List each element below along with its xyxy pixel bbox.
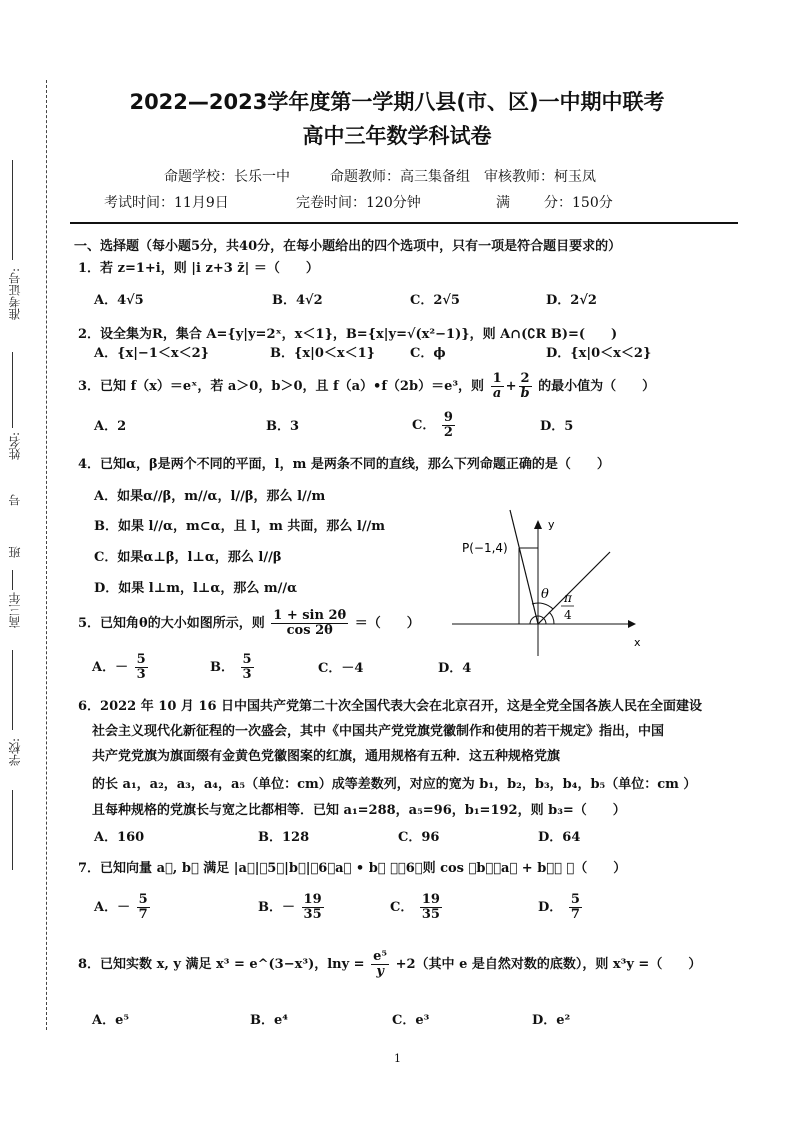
q5-frac xyxy=(271,609,348,638)
q5-option-c: C．－4 xyxy=(318,661,364,676)
q5-option-b-num: 5 xyxy=(242,652,252,667)
q3-option-d: D．5 xyxy=(540,419,574,434)
school-label: 学校: xyxy=(8,738,22,767)
q8-frac-den: y xyxy=(376,964,384,979)
q5-option-b-den: 3 xyxy=(242,667,252,682)
x-axis-arrow xyxy=(628,620,636,628)
q2-stem: 2．设全集为R，集合 A={y|y=2ˣ，x＜1}，B={x|y=√(x²−1)}，则 A∩(∁R B)=( ) xyxy=(78,327,618,342)
q7-option-d-num: 5 xyxy=(570,892,580,907)
q5-option-b-label: B． xyxy=(210,660,234,675)
q5-option-a-num: 5 xyxy=(136,652,146,667)
angle-den: 4 xyxy=(564,608,572,622)
q7-option-c-frac xyxy=(420,893,442,922)
q8-option-d: D．e² xyxy=(532,1013,571,1028)
q5-stem-pre: 5．已知角θ的大小如图所示，则 xyxy=(78,616,265,631)
section-heading: 一、选择题（每小题5分，共40分，在每小题给出的四个选项中，只有一项是符合题目要求的） xyxy=(74,239,622,254)
q3-frac1-den: a xyxy=(492,386,502,401)
q8-option-c: C．e³ xyxy=(392,1013,430,1028)
q7-option-d-label: D． xyxy=(538,900,563,915)
theta-arc xyxy=(532,603,553,609)
q8-option-a: A．e⁵ xyxy=(92,1013,130,1028)
q6-option-b: B．128 xyxy=(258,830,310,845)
meta-teacher: 命题教师：高三集备组 xyxy=(330,169,470,185)
q5-option-a-den: 3 xyxy=(136,667,146,682)
binding-line xyxy=(46,80,47,1030)
q6-line4: 的长 a₁，a₂，a₃，a₄，a₅（单位：cm）成等差数列，对应的宽为 b₁，b₂，b₃，b₄，b₅（单位：cm ） xyxy=(92,777,697,792)
q3-option-c-den: 2 xyxy=(443,425,453,440)
q6-line5: 且每种规格的党旗长与宽之比都相等．已知 a₁=288，a₅=96，b₁=192，则 b₃=（ ） xyxy=(92,803,626,818)
q6-line3: 共产党党旗为旗面缀有金黄色党徽图案的红旗，通用规格有五种．这五种规格党旗 xyxy=(92,749,561,764)
q5-option-d: D．4 xyxy=(438,661,472,676)
q6-option-d: D．64 xyxy=(538,830,581,845)
header-rule xyxy=(70,222,738,224)
q3-frac1-num: 1 xyxy=(492,371,502,386)
q5-frac-num: 1 + sin 2θ xyxy=(273,608,347,623)
q3-option-c-frac xyxy=(442,411,455,440)
q5-stem xyxy=(78,608,420,640)
exam-subtitle: 高中三年数学科试卷 xyxy=(302,124,492,148)
q5-frac-den: cos 2θ xyxy=(286,623,333,638)
q8-stem-post: +2（其中 e 是自然对数的底数），则 x³y =（ ） xyxy=(395,957,702,972)
q4-option-c: C．如果α⊥β，l⊥α，那么 l//β xyxy=(94,550,282,565)
grade-blank xyxy=(12,650,13,730)
q7-option-d-den: 7 xyxy=(570,907,580,922)
meta-full-label: 满 xyxy=(496,195,510,211)
q3-stem-pre: 3．已知 f（x）＝eˣ，若 a＞0，b＞0，且 f（a）•f（2b）＝e³，则 xyxy=(78,379,485,394)
q7-option-c-den: 35 xyxy=(421,907,440,922)
q7-option-a-frac xyxy=(137,893,150,922)
q5-option-b-frac xyxy=(241,653,254,682)
q7-option-a-num: 5 xyxy=(138,892,148,907)
q7-option-b-frac xyxy=(302,893,324,922)
q7-option-d xyxy=(538,890,584,926)
q1-option-b: B．4√2 xyxy=(272,293,323,308)
q1-option-d: D．2√2 xyxy=(546,293,597,308)
q8-frac-num: e⁵ xyxy=(373,949,388,964)
q2-option-c: C．ϕ xyxy=(410,346,446,361)
q5-option-a-label: A．－ xyxy=(92,660,129,675)
q3-stem-post: 的最小值为（ ） xyxy=(538,379,656,394)
ray-op xyxy=(510,510,538,624)
q7-option-c xyxy=(390,890,444,926)
x-axis-label: x xyxy=(634,636,641,649)
point-p-label: P(−1,4) xyxy=(462,541,508,555)
q7-option-b xyxy=(258,890,326,926)
q2-option-b: B．{x|0＜x＜1} xyxy=(270,346,376,361)
q5-stem-post: ＝（ ） xyxy=(354,616,420,631)
q3-frac1 xyxy=(491,372,504,401)
q5-option-a xyxy=(92,650,150,686)
q6-option-c: C．96 xyxy=(398,830,440,845)
q3-plus: + xyxy=(505,379,517,394)
number-label: 号 xyxy=(8,494,22,506)
q7-option-c-num: 19 xyxy=(421,892,440,907)
q8-option-b: B．e⁴ xyxy=(250,1013,288,1028)
q3-option-c-label: C． xyxy=(412,418,436,433)
q5-option-b xyxy=(210,650,256,686)
meta-exam-time: 考试时间：11月9日 xyxy=(104,195,229,211)
theta-label: θ xyxy=(541,587,549,602)
q3-option-a: A．2 xyxy=(94,419,127,434)
q4-option-d: D．如果 l⊥m，l⊥α，那么 m//α xyxy=(94,581,298,596)
q7-option-b-den: 35 xyxy=(303,907,322,922)
y-axis-label: y xyxy=(548,518,555,531)
angle-figure xyxy=(440,508,650,658)
q7-option-a-den: 7 xyxy=(138,907,148,922)
page-number: 1 xyxy=(394,1052,401,1065)
q3-stem xyxy=(78,372,655,402)
q8-stem xyxy=(78,948,701,982)
q4-option-a: A．如果α//β，m//α，l//β，那么 l//m xyxy=(94,489,326,504)
pi4-arc xyxy=(549,612,554,624)
q8-stem-pre: 8．已知实数 x, y 满足 x³ = e^(3−x³)，lny = xyxy=(78,957,365,972)
exam-title: 2022—2023学年度第一学期八县(市、区)一中期中联考 xyxy=(129,90,665,114)
y-axis-arrow xyxy=(534,520,542,529)
q1-stem: 1．若 z=1+i，则 |i z+3 z̄| ＝（ ） xyxy=(78,261,319,276)
meta-duration: 完卷时间：120分钟 xyxy=(296,195,421,211)
q7-option-a-label: A．－ xyxy=(94,900,131,915)
meta-full-value: 分：150分 xyxy=(544,195,613,211)
q6-option-a: A．160 xyxy=(94,830,145,845)
q3-option-c-num: 9 xyxy=(443,410,453,425)
q2-option-a: A．{x|−1＜x＜2} xyxy=(94,346,210,361)
q4-option-b: B．如果 l//α，m⊂α，且 l，m 共面，那么 l//m xyxy=(94,519,386,534)
name-blank xyxy=(12,352,13,428)
q1-option-a: A．4√5 xyxy=(94,293,144,308)
q4-stem: 4．已知α，β是两个不同的平面，l，m 是两条不同的直线，那么下列命题正确的是（ ） xyxy=(78,457,610,472)
school-blank xyxy=(12,790,13,870)
q3-frac2 xyxy=(519,372,532,401)
q3-frac2-num: 2 xyxy=(519,372,532,387)
exam-id-blank xyxy=(12,160,13,260)
exam-id-label: 准考证号: xyxy=(8,268,22,321)
class-blank xyxy=(12,570,13,590)
name-label: 姓名: xyxy=(8,432,22,461)
q1-option-c: C．2√5 xyxy=(410,293,460,308)
q3-option-b: B．3 xyxy=(266,419,300,434)
class-label: 班 xyxy=(8,546,22,558)
meta-school: 命题学校：长乐一中 xyxy=(164,169,290,185)
q7-option-a xyxy=(94,890,152,926)
q7-option-b-num: 19 xyxy=(303,892,322,907)
q7-option-c-label: C． xyxy=(390,900,414,915)
q7-option-b-label: B．－ xyxy=(258,900,295,915)
q6-line2: 社会主义现代化新征程的一次盛会，其中《中国共产党党旗党徽制作和使用的若干规定》指出，中国 xyxy=(92,724,665,739)
q3-option-c xyxy=(412,408,457,444)
q5-option-a-frac xyxy=(135,653,148,682)
q2-option-d: D．{x|0＜x＜2} xyxy=(546,346,652,361)
grade-label: 高三年 xyxy=(8,592,22,628)
meta-reviewer: 审核教师：柯玉凤 xyxy=(484,169,596,185)
angle-num: π xyxy=(564,591,572,605)
q3-frac2-den: b xyxy=(520,386,530,401)
q6-line1: 6．2022 年 10 月 16 日中国共产党第二十次全国代表大会在北京召开，这是全党全国各族人民在全面建设 xyxy=(78,699,703,714)
q7-option-d-frac xyxy=(569,893,582,922)
q8-frac xyxy=(371,950,389,979)
q7-stem: 7．已知向量 a⃗, b⃗ 满足 |a⃗|＝5，|b⃗|＝6，a⃗ • b⃗ ＝－6，则 cos ＜b⃗，a⃗ + b⃗＞ ＝（ ） xyxy=(78,861,627,876)
